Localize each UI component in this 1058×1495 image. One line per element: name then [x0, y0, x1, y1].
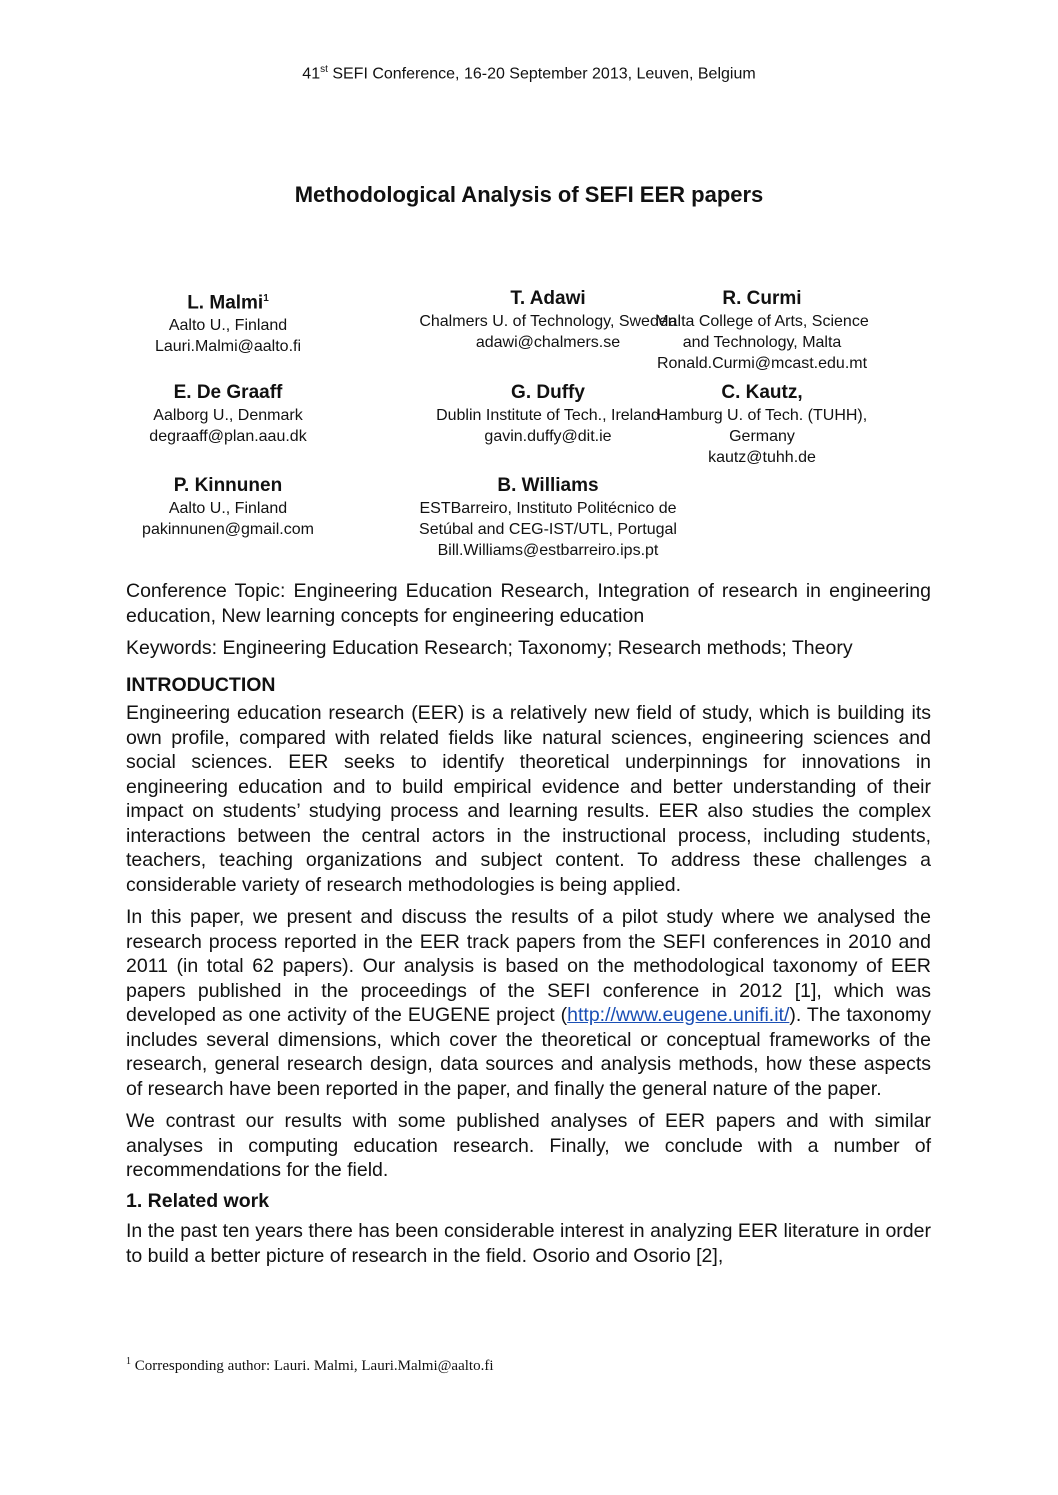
author-affiliation: Aalto U., Finland — [168, 500, 288, 517]
author-name: E. De Graaff — [173, 382, 283, 403]
author-row — [126, 286, 932, 374]
running-header — [0, 64, 1058, 83]
author-card — [126, 286, 330, 374]
author-card — [330, 473, 766, 561]
author-affiliation: and Technology, Malta — [682, 334, 842, 351]
header-prefix: 41 — [302, 65, 321, 83]
paper-title: Methodological Analysis of SEFI EER papers — [294, 182, 764, 207]
section-heading-related-work: 1. Related work — [126, 1189, 270, 1212]
author-email: pakinnunen@gmail.com — [142, 521, 314, 538]
author-name: C. Kautz, — [721, 382, 803, 403]
author-affiliation: Hamburg U. of Tech. (TUHH), — [656, 407, 868, 424]
author-name: B. Williams — [497, 475, 599, 496]
author-name: T. Adawi — [510, 288, 586, 309]
intro-paragraph-3: We contrast our results with some published analyses of EER papers and with similar analyses in computing education research. Finally, we conclude with a number of recommendations for the field. — [126, 1110, 931, 1181]
author-email: Ronald.Curmi@mcast.edu.mt — [656, 355, 868, 372]
author-name: R. Curmi — [722, 288, 802, 309]
author-email: degraaff@plan.aau.dk — [149, 428, 307, 445]
paper-body — [126, 579, 931, 1268]
author-email: kautz@tuhh.de — [708, 449, 816, 466]
author-card — [126, 380, 330, 468]
conference-topic: Conference Topic: Engineering Education Research, Integration of research in engineering education, New learning concepts for engineering education — [126, 580, 931, 627]
author-affiliation: Aalto U., Finland — [168, 317, 288, 335]
author-name: P. Kinnunen — [173, 475, 283, 496]
author-affiliation: Dublin Institute of Tech., Ireland — [436, 407, 660, 424]
author-email: gavin.duffy@dit.ie — [484, 428, 612, 445]
author-row — [126, 380, 932, 468]
related-work-paragraph-1: In the past ten years there has been considerable interest in analyzing EER literature in order to build a better picture of research in the field. Osorio and Osorio [2], — [126, 1220, 931, 1267]
author-affiliation: Chalmers U. of Technology, Sweden — [419, 313, 677, 330]
author-card — [126, 473, 330, 561]
keywords: Keywords: Engineering Education Research; Taxonomy; Research methods; Theory — [126, 637, 853, 659]
author-name: G. Duffy — [511, 382, 585, 403]
author-row — [126, 473, 932, 561]
footnote: $^1$ Corresponding author: Lauri. Malmi, Lauri.Malmi@aalto.fi — [126, 1356, 494, 1374]
author-email: adawi@chalmers.se — [475, 334, 621, 351]
section-heading-introduction: INTRODUCTION — [126, 673, 276, 696]
author-email: Lauri.Malmi@aalto.fi — [154, 338, 302, 356]
author-affiliation: Malta College of Arts, Science — [655, 313, 869, 330]
intro-paragraph-1: Engineering education research (EER) is a relatively new field of study, which is building its own profile, compared with related fields like natural sciences, engineering sciences and social sciences. EER seeks to identify theoretical underpinnings for innovations in engineering education and to build empirical evidence and better understanding of their impact on students’ studying process and learning results. EER also studies the complex interactions between the central actors in the instructional process, including students, teachers, teaching organizations and subject content. To address these challenges a considerable variety of research methodologies is being applied. — [126, 702, 931, 896]
author-card — [592, 380, 932, 468]
intro-paragraph-2: In this paper, we present and discuss the results of a pilot study where we analysed the research process reported in the EER track papers from the SEFI conferences in 2010 and 2011 (in total 62 papers). Our analysis is based on the methodological taxonomy of EER papers published in the proceedings of the SEFI conference in 2012 [1], which was developed as one activity of the EUGENE project (http://www.eugene.unifi.it/). The taxonomy includes several dimensions, which cover the theoretical or conceptual frameworks of the research, general research design, data sources and analysis methods, how these aspects of research have been reported in the paper, and finally the general nature of the paper. — [126, 906, 931, 1100]
header-rest: SEFI Conference, 16-20 September 2013, Leuven, Belgium — [327, 65, 756, 83]
author-name: L. Malmi$^1$ — [187, 292, 269, 314]
author-card — [592, 286, 932, 374]
author-email: Bill.Williams@estbarreiro.ips.pt — [437, 542, 659, 559]
author-affiliation: Setúbal and CEG-IST/UTL, Portugal — [419, 521, 677, 538]
author-affiliation: ESTBarreiro, Instituto Politécnico de — [419, 500, 677, 517]
header-sup: st — [320, 64, 328, 75]
author-affiliation: Germany — [729, 428, 795, 445]
eugene-project-link[interactable]: http://www.eugene.unifi.it/ — [567, 1004, 790, 1026]
author-affiliation: Aalborg U., Denmark — [153, 407, 303, 424]
